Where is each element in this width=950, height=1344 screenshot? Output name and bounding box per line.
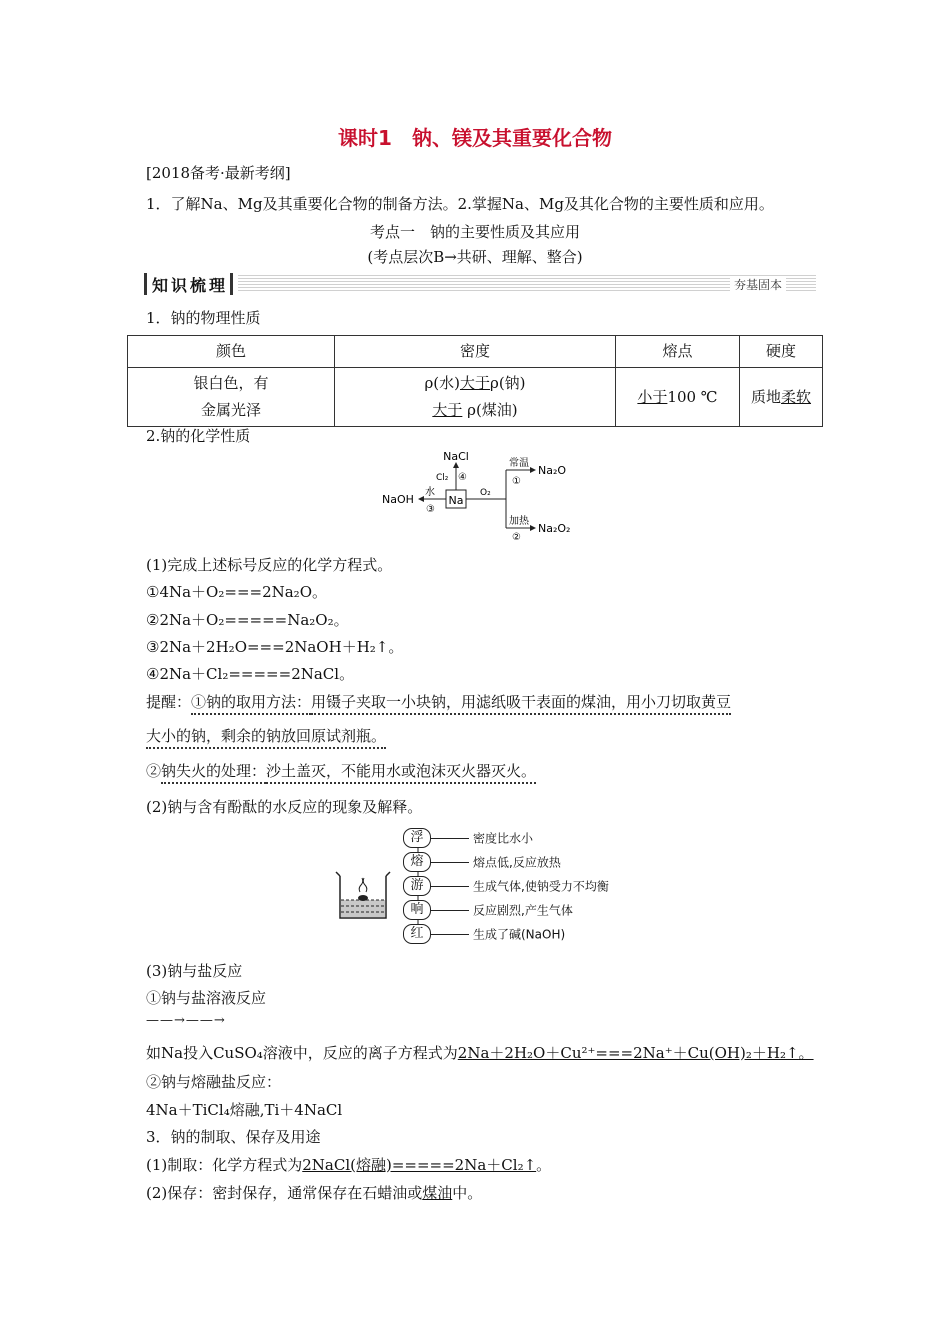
hardness-prefix: 质地 [750, 387, 781, 406]
ticl4-equation: 4Na＋TiCl₄熔融,Ti＋4NaCl [146, 1101, 343, 1119]
equation-4: ④2Na＋Cl₂=====2NaCl。 [146, 665, 355, 683]
beaker-icon [336, 872, 390, 918]
cuso4-prefix: 如Na投入CuSO₄溶液中，反应的离子方程式为 [146, 1044, 458, 1062]
equation-1: ①4Na＋O₂===2Na₂O。 [146, 583, 327, 601]
reaction-3-number: ③ [426, 504, 435, 515]
banner-bar-right [230, 273, 233, 295]
section3-heading: 3．钠的制取、保存及用途 [146, 1128, 321, 1146]
color-line-2: 金属光泽 [200, 401, 261, 419]
physical-properties-table [127, 335, 823, 427]
cl2-label: Cl₂ [436, 473, 449, 483]
density-answer-2: 大于 [432, 401, 463, 419]
header-density: 密度 [335, 336, 616, 368]
prep-equation: 2NaCl(熔融)=====2Na＋Cl₂↑ [302, 1156, 537, 1174]
storage-end: 中。 [452, 1184, 483, 1202]
cell-melting-point [616, 368, 740, 427]
phenomenon-char: 游 [403, 876, 431, 896]
phenomenon-text: 熔点低,反应放热 [473, 855, 561, 870]
na-label: Na [448, 494, 464, 507]
table-row [128, 368, 823, 427]
arrow-bottom-head [530, 525, 536, 531]
preparation-line [146, 1154, 551, 1175]
mp-answer: 小于 [637, 387, 668, 406]
hardness-answer: 柔软 [781, 387, 812, 406]
phenomenon-text: 生成了碱(NaOH) [473, 927, 566, 942]
phenomenon-connector [431, 862, 469, 863]
na2o2-label: Na₂O₂ [538, 522, 571, 535]
cell-color [128, 368, 335, 427]
density-rho-na: ρ(钠) [490, 374, 526, 392]
section2-heading: 2.钠的化学性质 [146, 427, 251, 445]
objectives-text: 1．了解Na、Mg及其重要化合物的制备方法。2.掌握Na、Mg及其化合物的主要性质和应用。 [146, 195, 774, 213]
density-answer-1: 大于 [459, 374, 490, 392]
arrow-top-head [530, 467, 536, 473]
tip-1-heading: ①钠的取用方法： [191, 693, 311, 715]
tip-1-body-cont: 大小的钠，剩余的钠放回原试剂瓶。 [146, 727, 386, 749]
arrow-left-head [418, 496, 424, 502]
room-temp-label: 常温 [509, 458, 529, 469]
na2o-label: Na₂O [538, 464, 567, 477]
reaction-4-number: ④ [458, 472, 467, 483]
question-2: (2)钠与含有酚酞的水反应的现象及解释。 [146, 798, 423, 816]
heating-label: 加热 [509, 516, 529, 527]
question-3: (3)钠与盐反应 [146, 962, 243, 980]
color-line-1: 银白色，有 [193, 374, 269, 392]
table-header-row [128, 336, 823, 368]
question-3-1: ①钠与盐溶液反应 [146, 989, 267, 1007]
water-label: 水 [425, 487, 435, 498]
phenomenon-item [403, 852, 561, 872]
phenomenon-item [403, 924, 565, 944]
phenomenon-text: 密度比水小 [473, 831, 534, 846]
cell-density [335, 368, 616, 427]
header-color: 颜色 [128, 336, 335, 368]
phenomenon-char: 响 [403, 900, 431, 920]
banner-tag: 夯基固本 [730, 276, 786, 293]
phenomenon-connector [431, 838, 469, 839]
cuso4-end: 。 [798, 1044, 814, 1062]
phenomenon-connector [431, 934, 469, 935]
density-rho-kerosene: ρ(煤油) [462, 401, 518, 419]
page-title: 课时1 钠、镁及其重要化合物 [338, 126, 612, 150]
header-hardness: 硬度 [740, 336, 823, 368]
density-line-1 [339, 370, 611, 397]
question-3-2: ②钠与熔融盐反应： [146, 1073, 282, 1091]
phenomenon-text: 反应剧烈,产生气体 [473, 903, 573, 918]
tip-line-3 [146, 760, 536, 781]
storage-line [146, 1182, 482, 1203]
naoh-label: NaOH [382, 493, 414, 506]
storage-prefix: (2)保存：密封保存，通常保存在石蜡油或 [146, 1184, 423, 1202]
phenomenon-connector [431, 886, 469, 887]
tip-2-body: 沙土盖灭，不能用水或泡沫灭火器灭火。 [266, 762, 536, 784]
topic-title: 考点一 钠的主要性质及其应用 [369, 223, 580, 241]
phenomenon-item [403, 876, 609, 896]
prep-end: 。 [536, 1156, 552, 1174]
phenomenon-char: 红 [403, 924, 431, 944]
tip-2-number: ② [146, 762, 162, 780]
header-melting-point: 熔点 [616, 336, 740, 368]
prep-prefix: (1)制取：化学方程式为 [146, 1156, 303, 1174]
exam-header: [2018备考·最新考纲] [146, 164, 291, 182]
density-rho-water: ρ(水) [424, 374, 460, 392]
tip-line-1 [146, 691, 731, 712]
phenomenon-connector [431, 910, 469, 911]
o2-label: O₂ [480, 488, 491, 498]
mp-value: 100 ℃ [667, 387, 718, 406]
tip-line-2 [146, 725, 386, 746]
storage-answer: 煤油 [422, 1184, 453, 1202]
reaction-2-number: ② [512, 532, 521, 543]
phenomenon-text: 生成气体,使钠受力不均衡 [473, 879, 609, 894]
question-1: (1)完成上述标号反应的化学方程式。 [146, 556, 393, 574]
nacl-label: NaCl [443, 450, 469, 463]
topic-subtitle: (考点层次B→共研、理解、整合) [367, 248, 583, 266]
cell-hardness [740, 368, 823, 427]
density-line-2 [339, 397, 611, 424]
section-banner [142, 273, 816, 295]
phenomenon-char: 浮 [403, 828, 431, 848]
tip-2-heading: 钠失火的处理： [161, 762, 266, 784]
cuso4-equation: 2Na＋2H₂O＋Cu²⁺===2Na⁺＋Cu(OH)₂＋H₂↑ [457, 1044, 799, 1062]
tip-label: 提醒： [146, 693, 192, 711]
reaction-1-number: ① [512, 476, 521, 487]
phenomenon-item [403, 900, 573, 920]
section1-heading: 1．钠的物理性质 [146, 309, 261, 327]
sodium-reactions-diagram [370, 448, 580, 546]
banner-bar-left [144, 273, 147, 295]
phenomenon-item [403, 828, 533, 848]
banner-label: 知识梳理 [152, 276, 229, 295]
tip-1-body: 用镊子夹取一小块钠，用滤纸吸干表面的煤油，用小刀切取黄豆 [311, 693, 731, 715]
phenomenon-char: 熔 [403, 852, 431, 872]
cuso4-line [146, 1042, 814, 1063]
dash-arrows: ——→——→ [146, 1013, 226, 1028]
equation-3: ③2Na＋2H₂O===2NaOH＋H₂↑。 [146, 638, 404, 656]
equation-2: ②2Na＋O₂=====Na₂O₂。 [146, 611, 349, 629]
